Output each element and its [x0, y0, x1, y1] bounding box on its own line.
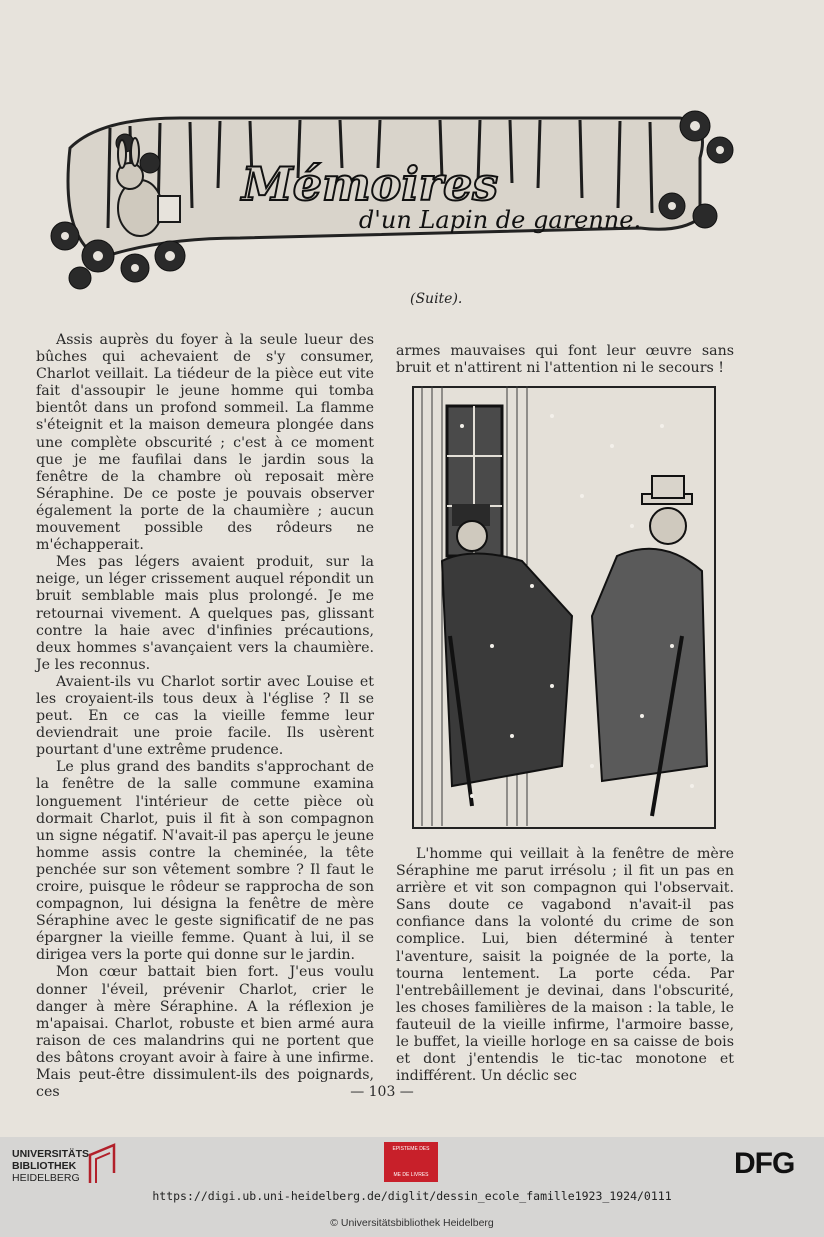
suite-label: (Suite). [410, 291, 463, 307]
paragraph: Mon cœur battait bien fort. J'eus voulu donner l'éveil, prévenir Charlot, crier le danger à mère Séraphine. A la réflexion je m'apaisai. Charlot, robuste et bien armé aura raison de ces malandrins qui ne portent que des bâtons croyant avoir à faire à une infirme. Mais peut-être dissimulent-ils des poignards, ces [36, 964, 374, 1101]
paragraph: Assis auprès du foyer à la seule lueur des bûches qui achevaient de s'y consumer, Charlot veillait. La tiédeur de la pièce eut vite fait d'assoupir le jeune homme qui tomba bientôt dans un profond sommeil. La flamme s'éteignit et la maison demeura plongée dans une complète obscurité ; c'est à ce moment que je me faufilai dans le jardin sous la fenêtre de la chambre où reposait mère Séraphine. De ce poste je pouvais observer également la porte de la chaumière ; aucun mouvement possible des rôdeurs ne m'échapperait. [36, 332, 374, 554]
right-column-top [396, 343, 734, 377]
paragraph: Le plus grand des bandits s'approchant de la fenêtre de la salle commune examina longuement l'intérieur de cette pièce où dormait Charlot, puis il fit à son compagnon un signe négatif. N'avait-il pas aperçu le jeune homme assis contre la cheminée, la tête penchée sur son vêtement sombre ? Il faut le croire, puisque le rôdeur se rapprocha de son compagnon, lui désigna la fenêtre de mère Séraphine avec le geste significatif de ne pas épargner la vieille femme. Quant à lui, il se dirigea vers la porte qui donne sur le jardin. [36, 759, 374, 964]
banner-subtitle: d'un Lapin de garenne. [358, 206, 642, 234]
right-column-bottom [396, 846, 734, 1085]
banner-title: Mémoires [241, 157, 499, 211]
paragraph: Avaient-ils vu Charlot sortir avec Louise et les croyaient-ils tous deux à l'église ? Il se peut. En ce cas la vieille femme leur deviendrait une proie facile. Ils usèrent pourtant d'une extrême prudence. [36, 673, 374, 759]
library-logo-text[interactable]: UNIVERSITÄTS- BIBLIOTHEK HEIDELBERG [12, 1148, 93, 1184]
left-column [36, 332, 374, 1101]
permalink-url[interactable]: https://digi.ub.uni-heidelberg.de/diglit/dessin_ecole_famille1923_1924/0111 [152, 1189, 672, 1203]
bandits-illustration [412, 386, 716, 829]
page-number: — 103 — [350, 1084, 414, 1100]
heidelberg-project-logo[interactable]: EPISTEME DES ME DE LIVRES [384, 1142, 438, 1182]
paragraph: armes mauvaises qui font leur œuvre sans bruit et n'attirent ni l'attention ni le secours ! [396, 343, 734, 377]
paragraph: Mes pas légers avaient produit, sur la neige, un léger crissement auquel répondit un bruit semblable mais plus prolongé. Je me retournai vivement. A quelques pas, glissant contre la haie avec d'infinies précautions, deux hommes s'avançaient vers la chaumière. Je les reconnus. [36, 554, 374, 673]
dfg-logo[interactable]: DFG [734, 1147, 795, 1180]
library-logo-icon[interactable] [86, 1143, 120, 1185]
copyright-notice: © Universitätsbibliothek Heidelberg [330, 1217, 494, 1229]
paragraph: L'homme qui veillait à la fenêtre de mère Séraphine me parut irrésolu ; il fit un pas en arrière et vit son compagnon qui l'observait. Sans doute ce vagabond n'avait-il pas confiance dans la volonté du crime de son complice. Lui, bien déterminé à tenter l'aventure, saisit la poignée de la porte, la tourna lentement. La porte céda. Par l'entrebâillement je devinai, dans l'obscurité, les choses familières de la maison : la table, le fauteuil de la vieille infirme, l'armoire basse, le buffet, la vieille horloge en sa caisse de bois et dont j'entendis le tic-tac monotone et indifférent. Un déclic sec [396, 846, 734, 1085]
header-illustration [40, 88, 740, 298]
